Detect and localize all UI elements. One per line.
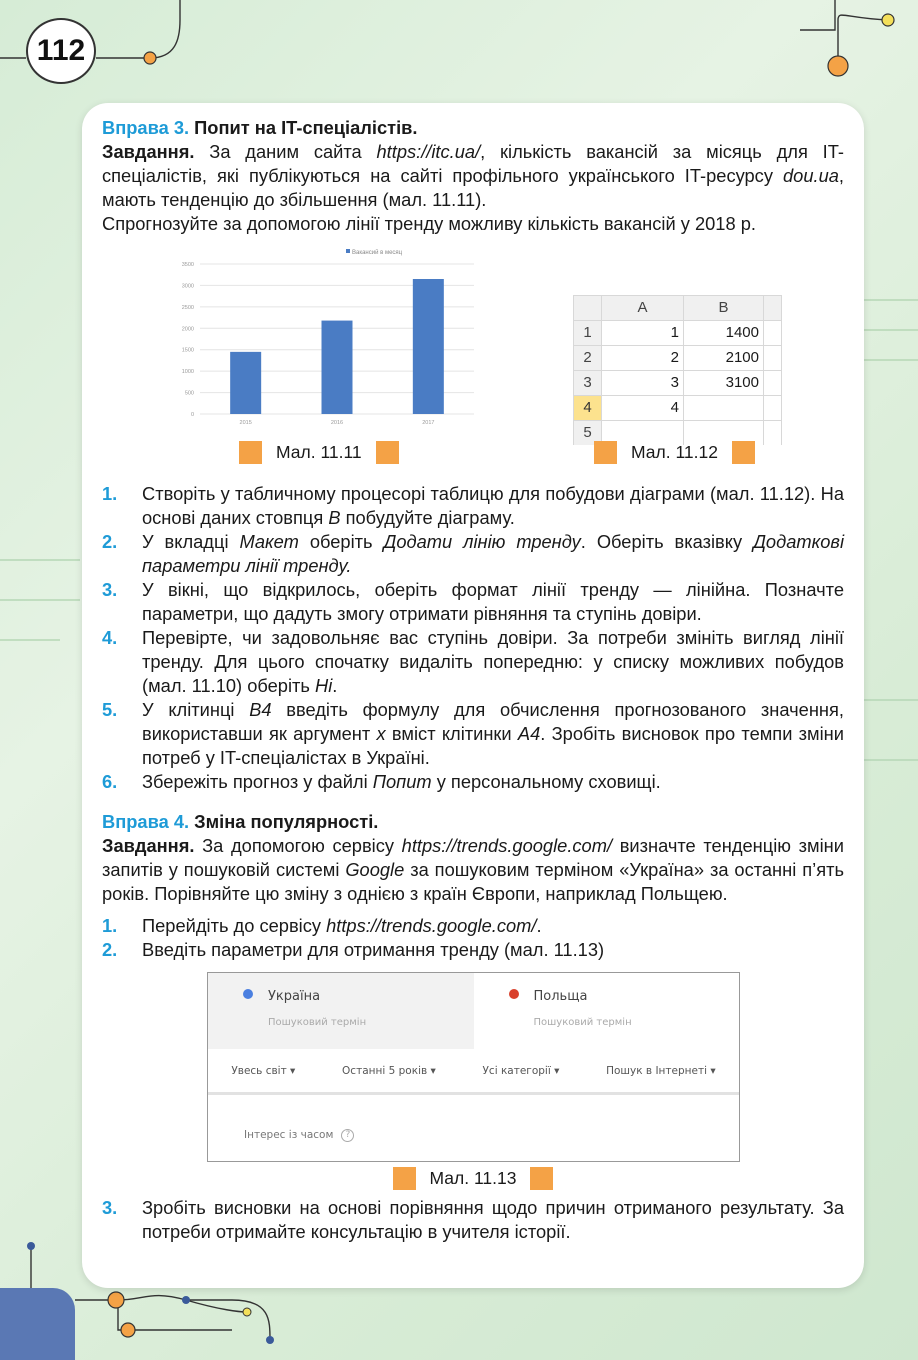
exercise-3-title: Попит на IT-спеціалістів. (194, 117, 418, 138)
search-term-2[interactable] (474, 973, 740, 1049)
step-text: введіть формулу для обчислення прогнозованого значення, використавши як аргумент (142, 699, 844, 744)
column-header: B (684, 296, 764, 321)
filter-category-dropdown[interactable]: Усі категорії ▾ (482, 1064, 560, 1077)
orange-square (594, 441, 617, 464)
step-text: у персональному сховищі. (431, 771, 661, 792)
trends-filters (208, 1049, 739, 1095)
step-text: оберіть (298, 531, 384, 552)
step-number: 3. (102, 579, 118, 600)
step-emphasis: x (376, 723, 386, 744)
sheet-cell[interactable]: 3 (602, 371, 684, 396)
orange-square (732, 441, 755, 464)
list-item (102, 530, 844, 578)
step-text: Перейдіть до сервісу (142, 915, 327, 936)
term-name: Польща (533, 989, 588, 1004)
y-tick-label: 3000 (181, 283, 194, 290)
term-subtitle: Пошуковий термін (268, 1017, 367, 1028)
bar-chart (162, 242, 482, 432)
sheet-cell[interactable]: 4 (602, 396, 684, 421)
step-text: Перевірте, чи задовольняє вас ступінь довіри. За потреби змініть вигляд лінії тренду. Для цього спочатку видаліть попередню: у списку можливих побудов (мал. 11.10) оберіть (142, 627, 844, 696)
step-number: 3. (102, 1197, 118, 1218)
search-term-1[interactable] (208, 973, 474, 1049)
y-tick-label: 0 (190, 412, 194, 418)
step-text: У вікні, що відкрилось, оберіть формат лінії тренду — лінійна. Позначте параметри, що дадуть змогу отримати рівняння та ступінь довіри. (142, 579, 844, 624)
step-emphasis: B4 (249, 699, 272, 720)
exercise-3-heading (102, 116, 844, 140)
exercise-3-forecast: Спрогнозуйте за допомогою лінії тренду можливу кількість вакансій у 2018 р. (102, 213, 756, 234)
x-tick-label: 2017 (422, 420, 435, 426)
sheet-cell (764, 421, 782, 446)
step-emphasis: B (328, 507, 341, 528)
y-tick-label: 2000 (181, 326, 194, 333)
row-header: 4 (574, 396, 602, 421)
sheet-cell[interactable] (684, 396, 764, 421)
step-emphasis: Ні (315, 675, 333, 696)
y-tick-label: 2500 (181, 304, 194, 311)
sheet-cell[interactable]: 1400 (684, 321, 764, 346)
exercise-3-steps (102, 482, 844, 794)
row-header: 3 (574, 371, 602, 396)
list-item (102, 770, 844, 794)
task-label: Завдання. (102, 141, 195, 162)
list-item (102, 578, 844, 626)
orange-square (393, 1167, 416, 1190)
task-label: Завдання. (102, 835, 195, 856)
list-item (102, 626, 844, 698)
list-item (102, 914, 844, 938)
sheet-cell[interactable]: 2 (602, 346, 684, 371)
filter-region-dropdown[interactable]: Увесь світ ▾ (231, 1064, 296, 1077)
filter-period-dropdown[interactable]: Останні 5 років ▾ (342, 1064, 436, 1077)
step-number: 2. (102, 531, 118, 552)
term-name: Україна (268, 989, 321, 1004)
step-text: . (536, 915, 542, 936)
figure-11-12-caption (594, 440, 755, 464)
step-text: Введіть параметри для отримання тренду (мал. 11.13) (142, 939, 605, 960)
google-trends-panel (207, 972, 740, 1162)
step-text: Збережіть прогноз у файлі (142, 771, 373, 792)
step-number: 4. (102, 627, 118, 648)
step-text: побудуйте діаграму. (340, 507, 515, 528)
step-number: 1. (102, 915, 118, 936)
exercise-4-task (102, 834, 844, 906)
row-header: 1 (574, 321, 602, 346)
sheet-corner (574, 296, 602, 321)
task-text: За допомогою сервісу (202, 835, 402, 856)
x-tick-label: 2016 (330, 420, 344, 426)
list-item (102, 1196, 844, 1244)
y-tick-label: 1000 (181, 369, 194, 376)
caption-text: Мал. 11.12 (631, 442, 718, 462)
step-emphasis: Додаткові параметри лінії тренду. (142, 531, 845, 576)
caption-text: Мал. 11.11 (276, 442, 362, 462)
bar (322, 321, 353, 414)
exercise-4-steps (102, 914, 844, 962)
step-emphasis: Макет (239, 531, 299, 552)
site-name: dou.ua (782, 165, 839, 186)
step-text: У клітинці (142, 699, 250, 720)
figure-11-13-caption (393, 1166, 554, 1190)
orange-square (530, 1167, 553, 1190)
task-text: За даним сайта (209, 141, 377, 162)
step-text: Створіть у табличному процесорі таблицю для побудови діаграми (мал. 11.12). На основі даних стовпця (142, 483, 844, 528)
term-subtitle: Пошуковий термін (533, 1017, 632, 1028)
interest-over-time (244, 1123, 354, 1147)
list-item (102, 938, 844, 962)
list-item (102, 482, 844, 530)
interest-label: Інтерес із часом (244, 1129, 334, 1141)
figure-11-11-caption (239, 440, 399, 464)
step-emphasis: https://trends.google.com/ (326, 915, 537, 936)
help-icon[interactable]: ? (341, 1129, 354, 1142)
orange-square (376, 441, 399, 464)
blue-dot-icon (243, 989, 253, 999)
bar (413, 279, 444, 414)
exercise-3-task (102, 140, 844, 212)
row-header: 2 (574, 346, 602, 371)
list-item (102, 698, 844, 770)
figures-row (102, 242, 844, 474)
task-text: визначте тенденцію зміни запитів у пошуковій системі (102, 835, 844, 880)
exercise-4-label: Вправа 4. (102, 811, 190, 832)
sheet-cell (764, 371, 782, 396)
step-text: . Зробіть висновок про темпи зміни потреб у IT-спеціалістах в Україні. (142, 723, 844, 768)
legend-swatch (346, 249, 350, 253)
page-number: 112 (26, 18, 96, 84)
orange-square (239, 441, 262, 464)
step-number: 6. (102, 771, 118, 792)
y-tick-label: 1500 (181, 347, 194, 354)
step-text: У вкладці (142, 531, 240, 552)
step-text: вміст клітинки (385, 723, 518, 744)
step-emphasis: Додати лінію тренду (383, 531, 581, 552)
sheet-cell (764, 321, 782, 346)
google-name: Google (345, 859, 405, 880)
step-number: 5. (102, 699, 118, 720)
exercise-4-heading (102, 810, 844, 834)
step-text: . (332, 675, 338, 696)
red-dot-icon (509, 989, 519, 999)
spreadsheet (573, 295, 782, 445)
task-text: , кількість вакансій за місяць для IT-спеціалістів, які публікуються на сайті профільного українського IT-ресурсу (102, 141, 844, 186)
task-text: за пошуковим терміном «Україна» за останні п’ять років. Порівняйте цю зміну з однією з країн Європи, наприклад Польщею. (102, 859, 844, 904)
task-text: , мають тенденцію до збільшення (мал. 11.11). (102, 165, 844, 210)
column-header (764, 296, 782, 321)
step-emphasis: A4 (517, 723, 541, 744)
exercise-4-title: Зміна популярності. (194, 811, 379, 832)
step-emphasis: Попит (372, 771, 432, 792)
step-number: 1. (102, 483, 118, 504)
step-text: . Оберіть вказівку (580, 531, 754, 552)
corner-tab (0, 1288, 75, 1360)
column-header: A (602, 296, 684, 321)
row-header: 5 (574, 421, 602, 446)
y-tick-label: 3500 (181, 262, 194, 268)
chart-legend: Вакансий в месяц (352, 250, 403, 256)
filter-search-type-dropdown[interactable]: Пошук в Інтернеті ▾ (606, 1064, 716, 1077)
step-number: 2. (102, 939, 118, 960)
page-content (102, 116, 844, 1244)
step-text: Зробіть висновки на основі порівняння щодо причин отриманого результату. За потреби отримайте консультацію в учителя історії. (142, 1197, 844, 1242)
exercise-3-label: Вправа 3. (102, 117, 190, 138)
caption-text: Мал. 11.13 (429, 1168, 517, 1188)
sheet-cell[interactable]: 2100 (684, 346, 764, 371)
bar (230, 352, 261, 414)
x-tick-label: 2015 (239, 420, 252, 426)
sheet-cell[interactable]: 3100 (684, 371, 764, 396)
url-link: https://itc.ua/ (376, 141, 481, 162)
sheet-cell (764, 346, 782, 371)
sheet-cell (764, 396, 782, 421)
sheet-cell[interactable]: 1 (602, 321, 684, 346)
y-tick-label: 500 (184, 390, 194, 397)
url-link: https://trends.google.com/ (401, 835, 613, 856)
exercise-4-final-step (102, 1196, 844, 1244)
